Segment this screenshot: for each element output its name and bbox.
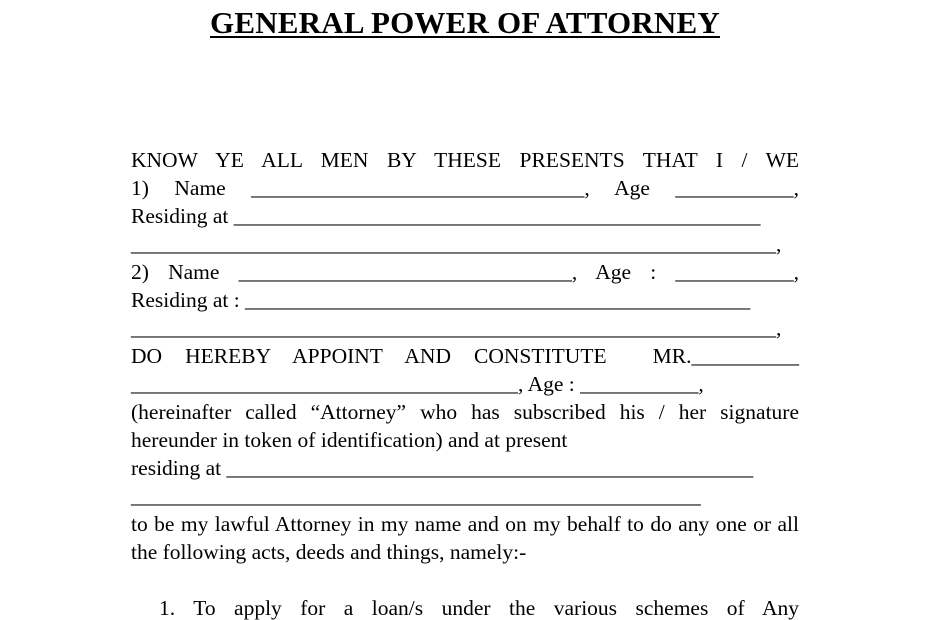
document-body — [131, 146, 799, 620]
list-item: 1. To apply for a loan/s under the various schemes of Any — [159, 596, 799, 620]
grantor-2-name-age-line: 2) Name _______________________________, Age : ___________, — [131, 260, 799, 284]
grantor-1-name-age-line: 1) Name _______________________________, Age ___________, — [131, 176, 799, 200]
grantor-1-residence-line: Residing at _________________________________________________ — [131, 204, 761, 228]
document-title — [0, 4, 930, 42]
authority-paragraph: to be my lawful Attorney in my name and on my behalf to do any one or all the following acts, deeds and things, namely:- — [131, 512, 799, 564]
attorney-description-paragraph: (hereinafter called “Attorney” who has subscribed his / her signature hereunder in token of identification) and at present — [131, 400, 799, 452]
grantor-2-residence-line: Residing at : _______________________________________________ — [131, 288, 751, 312]
attorney-residence-line: residing at _________________________________________________ — [131, 456, 754, 480]
grantor-2-residence-continuation: ____________________________________________________________, — [131, 316, 782, 340]
attorney-residence-continuation: _____________________________________________________ — [131, 484, 701, 508]
attorney-name-age-line: ____________________________________, Age : ___________, — [131, 372, 704, 396]
appointment-line: DO HEREBY APPOINT AND CONSTITUTE MR.__________ — [131, 344, 799, 368]
document-title-text: GENERAL POWER OF ATTORNEY — [210, 5, 720, 40]
grantor-1-residence-continuation: ____________________________________________________________, — [131, 232, 782, 256]
preamble-line: KNOW YE ALL MEN BY THESE PRESENTS THAT I / WE — [131, 148, 799, 172]
